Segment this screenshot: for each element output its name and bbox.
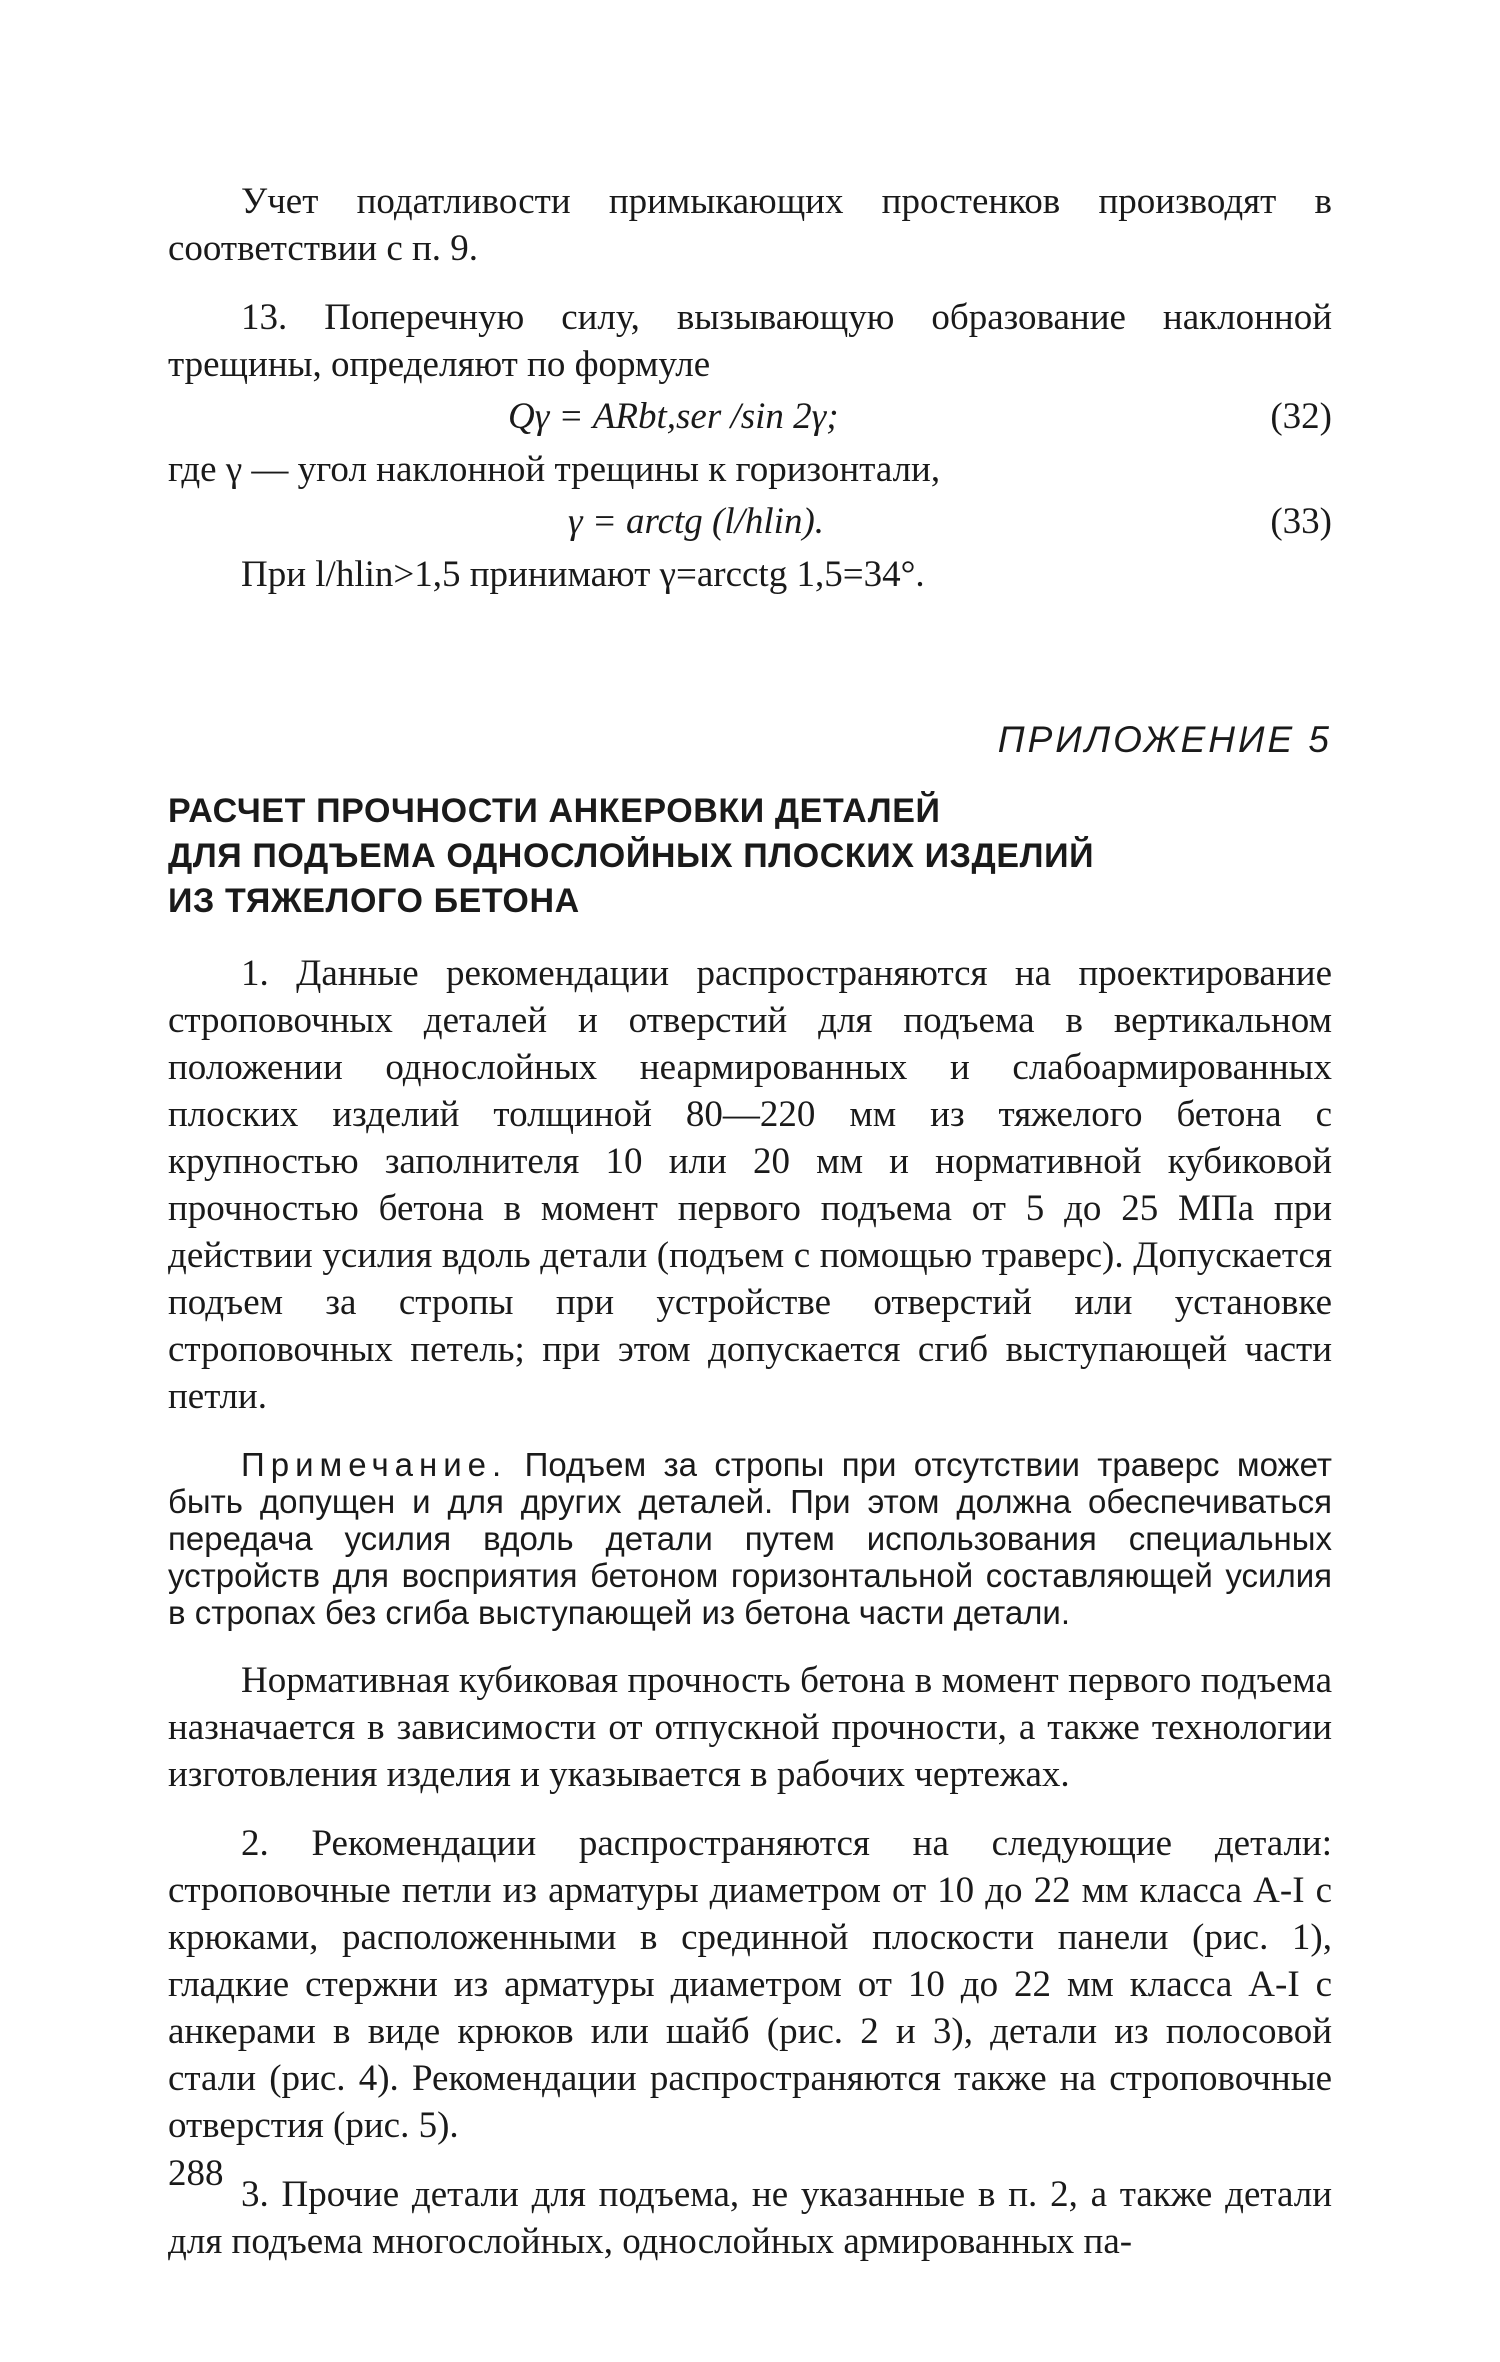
formula-33-number: (33) (1270, 501, 1332, 542)
formula-32-expression: Qγ = ARbt,ser /sin 2γ; (508, 396, 839, 437)
paragraph-norm: Нормативная кубиковая прочность бетона в момент первого подъема назначается в зависимости от отпускной прочности, а также технологии изготовления изделия и указывается в рабочих чертежах. (168, 1660, 1332, 1795)
note-block (168, 1446, 1332, 1631)
paragraph-13: 13. Поперечную силу, вызывающую образование наклонной трещины, определяют по формуле (168, 297, 1332, 385)
heading-line-3: ИЗ ТЯЖЕЛОГО БЕТОНА (168, 882, 580, 920)
formula-33 (168, 493, 1332, 551)
paragraph-intro: Учет податливости примыкающих простенков производят в соответствии с п. 9. (168, 181, 1332, 269)
paragraph-3: 3. Прочие детали для подъема, не указанные в п. 2, а также детали для подъема многослойных, однослойных армированных па- (168, 2174, 1332, 2262)
note-text: Подъем за стропы при отсутствии траверс может быть допущен и для других деталей. При этом должна обеспечиваться передача усилия вдоль детали путем использования специальных устройств для восприятия бетоном горизонтальной составляющей усилия в стропах без сгиба выступающей из бетона части детали. (168, 1446, 1332, 1631)
note-label: Примечание. (241, 1446, 508, 1483)
section-heading (168, 789, 1332, 924)
paragraph-1: 1. Данные рекомендации распространяются на проектирование строповочных деталей и отверстий для подъема в вертикальном положении однослойных неармированных и слабоармированных плоских изделий толщиной 80—220 мм из тяжелого бетона с крупностью заполнителя 10 или 20 мм и нормативной кубиковой прочностью бетона в момент первого подъема от 5 до 25 МПа при действии усилия вдоль детали (подъем с помощью траверс). Допускается подъем за стропы при устройстве отверстий или установке строповочных петель; при этом допускается сгиб выступающей части петли. (168, 953, 1332, 1417)
heading-line-2: ДЛЯ ПОДЪЕМА ОДНОСЛОЙНЫХ ПЛОСКИХ ИЗДЕЛИЙ (168, 837, 1095, 875)
gamma-definition: где γ — угол наклонной трещины к горизонтали, (168, 449, 941, 490)
document-page (168, 178, 1332, 2265)
formula-32 (168, 388, 1332, 446)
formula-33-expression: γ = arctg (l/hlin). (568, 501, 825, 542)
formula-32-number: (32) (1270, 396, 1332, 437)
page-number: 288 (168, 2153, 224, 2194)
paragraph-2: 2. Рекомендации распространяются на следующие детали: строповочные петли из арматуры диаметром от 10 до 22 мм класса A-I с крюками, расположенными в срединной плоскости панели (рис. 1), гладкие стержни из арматуры диаметром от 10 до 22 мм класса A-I с анкерами в виде крюков или шайб (рис. 2 и 3), детали из полосовой стали (рис. 4). Рекомендации распространяются также на строповочные отверстия (рис. 5). (168, 1823, 1332, 2146)
appendix-label: ПРИЛОЖЕНИЕ 5 (997, 719, 1332, 760)
paragraph-when: При l/hlin>1,5 принимают γ=arcctg 1,5=34°. (241, 554, 925, 595)
heading-line-1: РАСЧЕТ ПРОЧНОСТИ АНКЕРОВКИ ДЕТАЛЕЙ (168, 792, 941, 830)
